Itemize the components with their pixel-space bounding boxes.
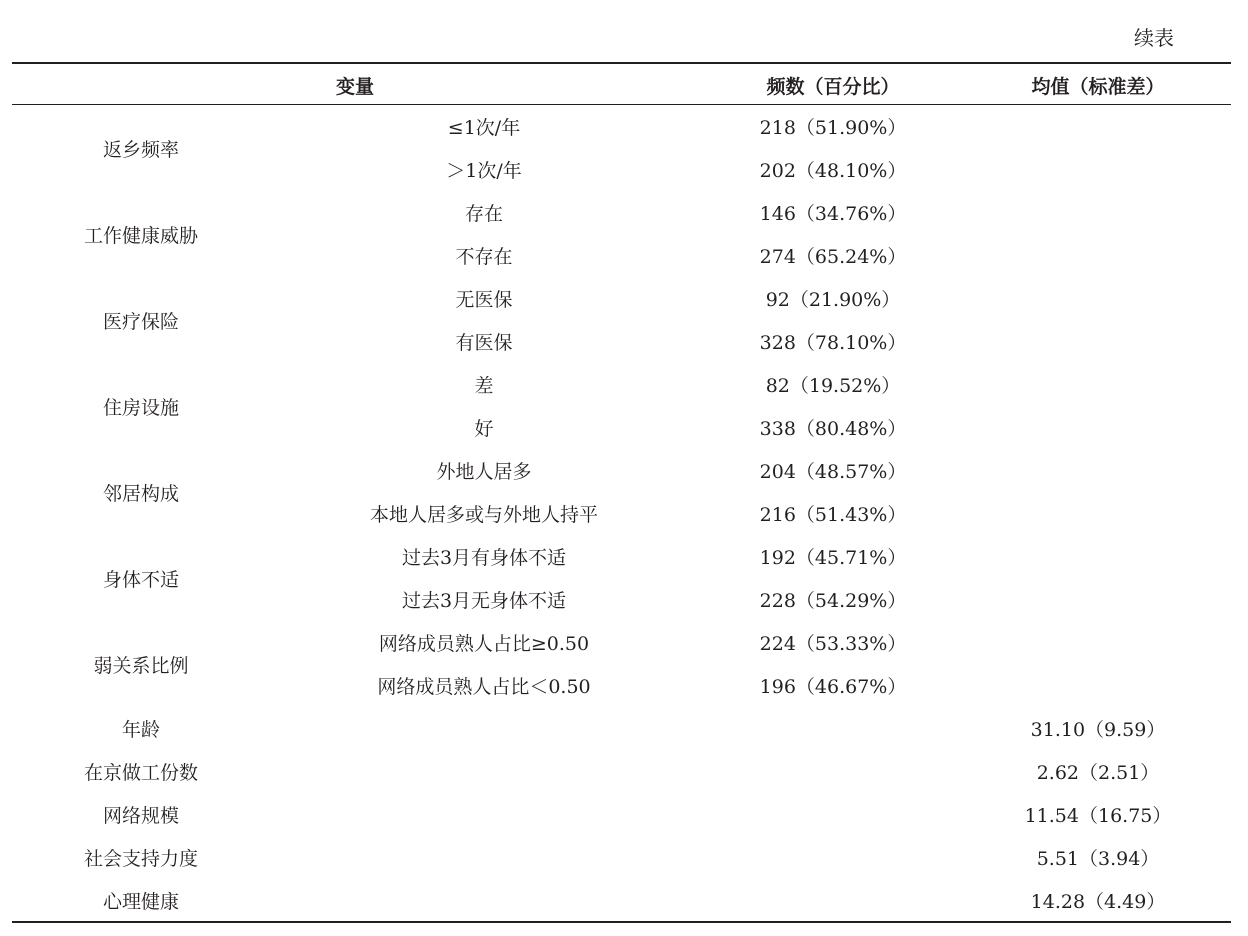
table-caption: 续表	[1134, 26, 1174, 50]
category-cell: 好	[474, 418, 494, 440]
group-label: 弱关系比例	[93, 654, 189, 677]
header-frequency: 频数（百分比）	[766, 76, 900, 98]
header-rule	[12, 104, 1231, 105]
category-cell: 网络成员熟人占比≥0.50	[378, 633, 590, 655]
frequency-cell: 224（53.33%）	[759, 633, 907, 655]
variable-label: 社会支持力度	[83, 848, 198, 870]
frequency-cell: 228（54.29%）	[759, 590, 907, 612]
category-cell: 无医保	[455, 289, 513, 311]
group-label: 身体不适	[102, 568, 179, 591]
header-variable: 变量	[335, 76, 374, 98]
variable-label: 网络规模	[102, 805, 179, 827]
frequency-cell: 82（19.52%）	[765, 375, 901, 397]
category-cell: ＞1次/年	[446, 160, 522, 182]
group-label: 返乡频率	[102, 138, 179, 161]
frequency-cell: 216（51.43%）	[759, 504, 907, 526]
frequency-cell: 204（48.57%）	[759, 461, 907, 483]
category-cell: 外地人居多	[436, 461, 532, 483]
mean-cell: 14.28（4.49）	[1030, 891, 1166, 913]
category-cell: 有医保	[455, 332, 513, 354]
group-label: 住房设施	[102, 396, 179, 419]
top-rule	[12, 62, 1231, 64]
frequency-cell: 92（21.90%）	[765, 289, 901, 311]
frequency-cell: 218（51.90%）	[759, 117, 907, 139]
variable-label: 在京做工份数	[83, 762, 198, 784]
frequency-cell: 338（80.48%）	[759, 418, 907, 440]
frequency-cell: 196（46.67%）	[759, 676, 907, 698]
group-label: 医疗保险	[102, 310, 179, 333]
variable-label: 年龄	[121, 719, 160, 741]
mean-cell: 11.54（16.75）	[1024, 805, 1172, 827]
variable-label: 心理健康	[102, 891, 179, 913]
frequency-cell: 202（48.10%）	[759, 160, 907, 182]
group-label: 工作健康威胁	[83, 224, 198, 247]
category-cell: 不存在	[455, 246, 513, 268]
mean-cell: 2.62（2.51）	[1036, 762, 1160, 784]
category-cell: 网络成员熟人占比＜0.50	[377, 676, 591, 698]
mean-cell: 31.10（9.59）	[1030, 719, 1166, 741]
group-label: 邻居构成	[102, 482, 179, 505]
frequency-cell: 328（78.10%）	[759, 332, 907, 354]
category-cell: ≤1次/年	[447, 117, 521, 139]
frequency-cell: 146（34.76%）	[759, 203, 907, 225]
category-cell: 存在	[464, 203, 503, 225]
category-cell: 本地人居多或与外地人持平	[369, 504, 598, 526]
category-cell: 差	[474, 375, 494, 397]
frequency-cell: 274（65.24%）	[759, 246, 907, 268]
category-cell: 过去3月无身体不适	[401, 590, 567, 612]
frequency-cell: 192（45.71%）	[759, 547, 907, 569]
bottom-rule	[12, 921, 1231, 923]
category-cell: 过去3月有身体不适	[401, 547, 567, 569]
mean-cell: 5.51（3.94）	[1036, 848, 1160, 870]
header-mean: 均值（标准差）	[1031, 76, 1165, 98]
